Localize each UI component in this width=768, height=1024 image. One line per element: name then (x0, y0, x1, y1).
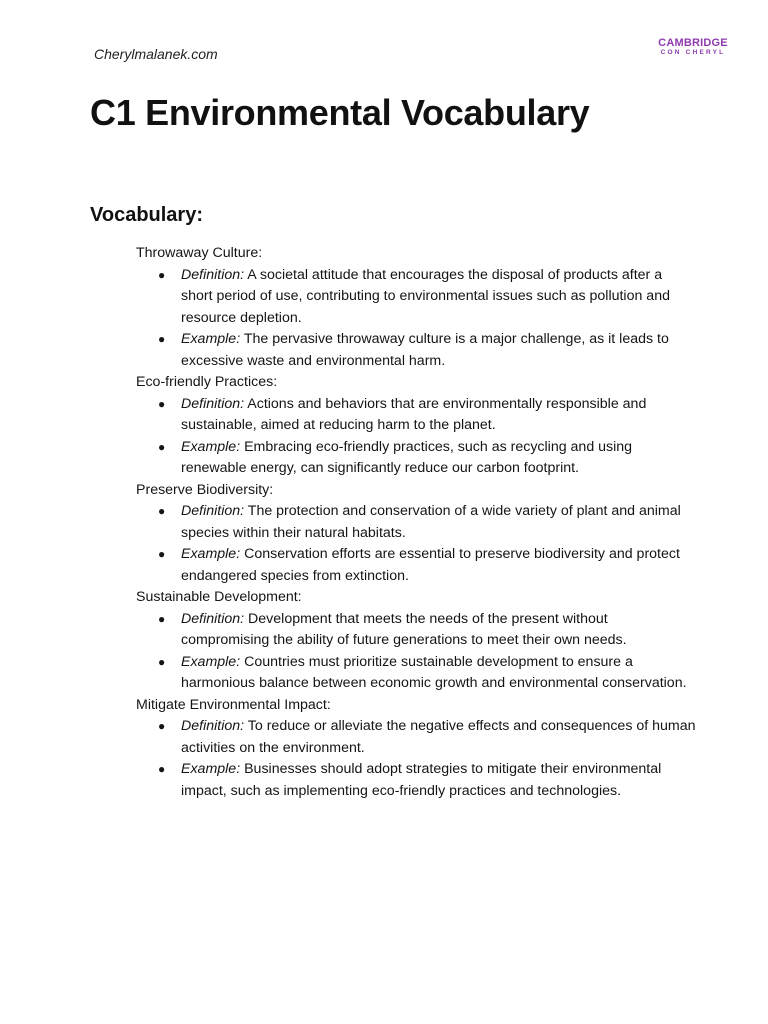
bullet-icon: ● (158, 504, 166, 518)
example-label: Example: (181, 653, 241, 670)
page-title: C1 Environmental Vocabulary (90, 92, 590, 133)
vocab-entry (136, 243, 696, 372)
example-text: The pervasive throwaway culture is a major challenge, as it leads to excessive waste and environmental harm. (181, 331, 669, 369)
bullet-icon: ● (158, 762, 166, 776)
site-url: Cherylmalanek.com (94, 46, 218, 62)
example-text: Embracing eco-friendly practices, such as recycling and using renewable energy, can significantly reduce our carbon footprint. (181, 438, 633, 476)
bullet-icon: ● (158, 547, 166, 561)
example-label: Example: (181, 331, 241, 347)
section-heading: Vocabulary: (90, 204, 203, 226)
definition-label: Definition: (181, 718, 245, 734)
definition-item (136, 501, 696, 544)
definition-label: Definition: (181, 610, 245, 627)
example-item (136, 329, 696, 372)
vocab-bullets (136, 394, 696, 480)
definition-text: Actions and behaviors that are environmentally responsible and sustainable, aimed at reducing harm to the planet. (181, 395, 647, 433)
definition-text: Development that meets the needs of the present without compromising the ability of future generations to meet their own needs. (181, 610, 627, 648)
vocab-entry (136, 695, 696, 803)
bullet-icon: ● (158, 332, 166, 346)
example-item (136, 544, 696, 587)
definition-label: Definition: (181, 266, 245, 283)
example-text: Businesses should adopt strategies to mitigate their environmental impact, such as implementing eco-friendly practices and technologies. (181, 761, 662, 799)
example-item (136, 437, 696, 480)
vocabulary-list (136, 243, 696, 802)
definition-item (136, 716, 696, 759)
vocab-term: Eco-friendly Practices: (136, 374, 278, 390)
example-text: Countries must prioritize sustainable development to ensure a harmonious balance between economic growth and environmental conservation. (181, 653, 687, 691)
definition-text: A societal attitude that encourages the disposal of products after a short period of use, contributing to environmental issues such as pollution and resource depletion. (181, 266, 670, 326)
vocab-bullets (136, 501, 696, 587)
bullet-icon: ● (158, 719, 166, 733)
example-label: Example: (181, 761, 241, 777)
definition-item (136, 394, 696, 437)
cambridge-con-cheryl-logo (650, 37, 736, 57)
definition-text: The protection and conservation of a wide variety of plant and animal species within their natural habitats. (181, 503, 681, 541)
vocab-bullets (136, 265, 696, 373)
logo-main-text: CAMBRIDGE (658, 37, 728, 49)
vocab-term: Throwaway Culture: (136, 245, 263, 261)
vocab-entry (136, 480, 696, 588)
bullet-icon: ● (158, 396, 166, 411)
vocab-term: Sustainable Development: (136, 589, 302, 605)
bullet-icon: ● (158, 439, 166, 454)
vocab-bullets (136, 716, 696, 802)
vocab-bullets (136, 609, 696, 695)
logo-sub-text: CON CHERYL (660, 49, 726, 56)
example-label: Example: (181, 546, 241, 562)
example-item (136, 652, 696, 695)
bullet-icon: ● (158, 611, 166, 626)
example-text: Conservation efforts are essential to preserve biodiversity and protect endangered species from extinction. (181, 546, 680, 584)
definition-label: Definition: (181, 395, 245, 412)
bullet-icon: ● (158, 654, 166, 669)
definition-item (136, 265, 696, 330)
vocab-entry (136, 372, 696, 480)
example-item (136, 759, 696, 802)
vocab-entry (136, 587, 696, 695)
vocab-term: Preserve Biodiversity: (136, 481, 274, 498)
definition-item (136, 609, 696, 652)
definition-text: To reduce or alleviate the negative effects and consequences of human activities on the environment. (181, 718, 696, 756)
vocab-term: Mitigate Environmental Impact: (136, 696, 331, 713)
definition-label: Definition: (181, 503, 245, 519)
bullet-icon: ● (158, 267, 166, 282)
example-label: Example: (181, 438, 241, 455)
